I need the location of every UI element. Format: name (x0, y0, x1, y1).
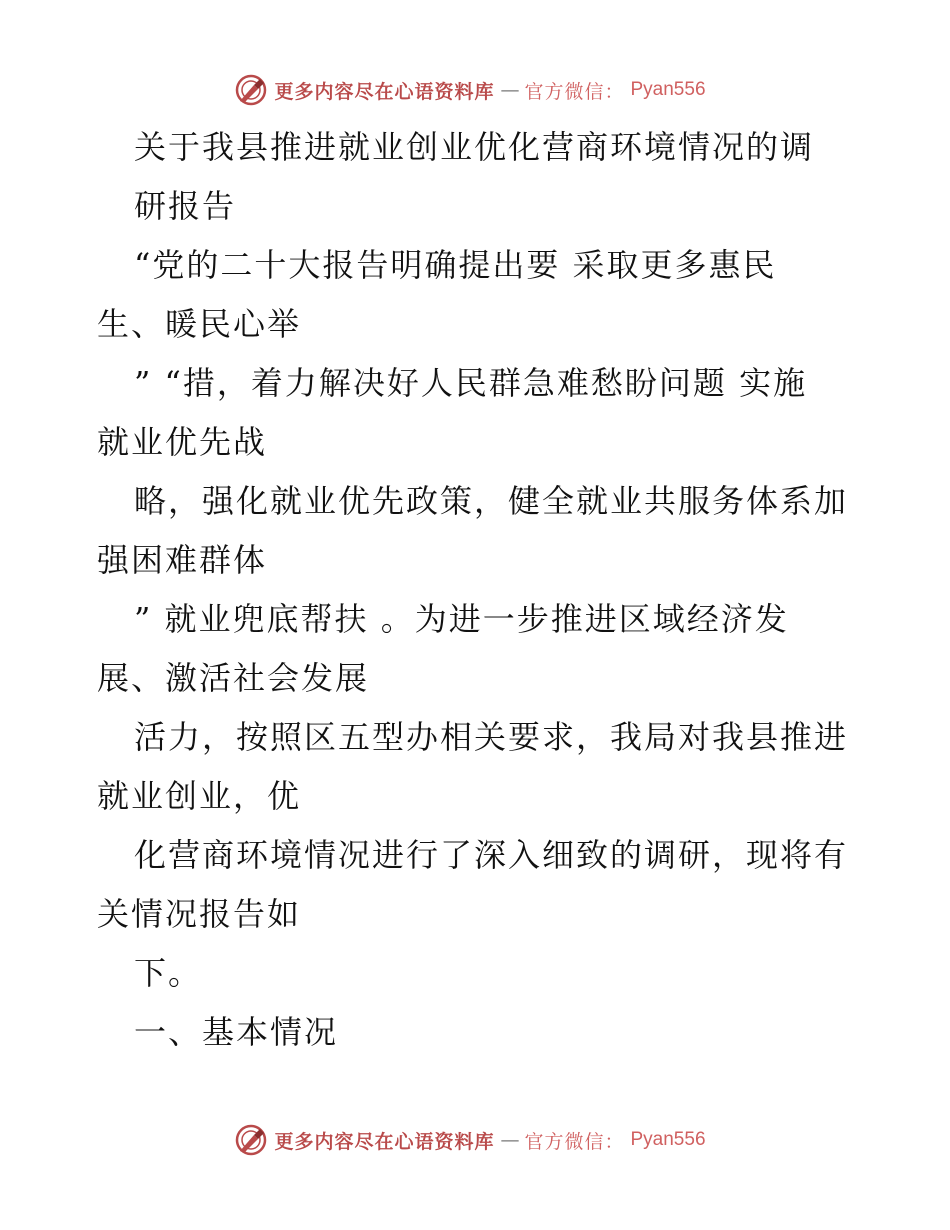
text-line: 关情况报告如 (97, 895, 302, 933)
text-line: 强困难群体 (97, 541, 268, 579)
text-line: 下。 (134, 954, 203, 992)
text-line: 关于我县推进就业创业优化营商环境情况的调 (134, 128, 815, 166)
footer-wechat-label: 官方微信： (524, 1130, 625, 1153)
section-heading: 一、基本情况 (134, 1013, 339, 1051)
text-line: 生、暖民心举 (97, 305, 302, 343)
footer-banner-text: 更多内容尽在心语资料库 (274, 1130, 495, 1153)
header-banner-inner (234, 73, 705, 107)
text-line: 化营商环境情况进行了深入细致的调研，现将有 (134, 836, 849, 874)
header-banner-dash: — (500, 79, 519, 101)
footer-banner-inner (234, 1123, 705, 1157)
header-wechat-label: 官方微信： (524, 80, 625, 103)
text-line: 研报告 (134, 187, 237, 225)
text-line: 就业创业，优 (97, 777, 302, 815)
text-line: ” 就业兜底帮扶 。为进一步推进区域经济发 (134, 600, 789, 638)
footer-wechat-id: Pyan556 (630, 1129, 706, 1150)
text-line: 就业优先战 (97, 423, 268, 461)
pen-logo-icon (234, 73, 268, 107)
header-banner-text: 更多内容尽在心语资料库 (274, 80, 495, 103)
footer-banner-dash: — (500, 1129, 519, 1151)
pen-logo-icon (234, 1123, 268, 1157)
header-wechat-id: Pyan556 (630, 79, 706, 100)
text-line: 活力，按照区五型办相关要求，我局对我县推进 (134, 718, 849, 756)
text-line: 展、激活社会发展 (97, 659, 370, 697)
header-banner (0, 68, 950, 112)
text-line: ” “措，着力解决好人民群急难愁盼问题 实施 (134, 364, 808, 402)
text-line: “党的二十大报告明确提出要 采取更多惠民 (134, 246, 777, 284)
footer-banner (0, 1118, 950, 1162)
text-line: 略，强化就业优先政策，健全就业共服务体系加 (134, 482, 849, 520)
